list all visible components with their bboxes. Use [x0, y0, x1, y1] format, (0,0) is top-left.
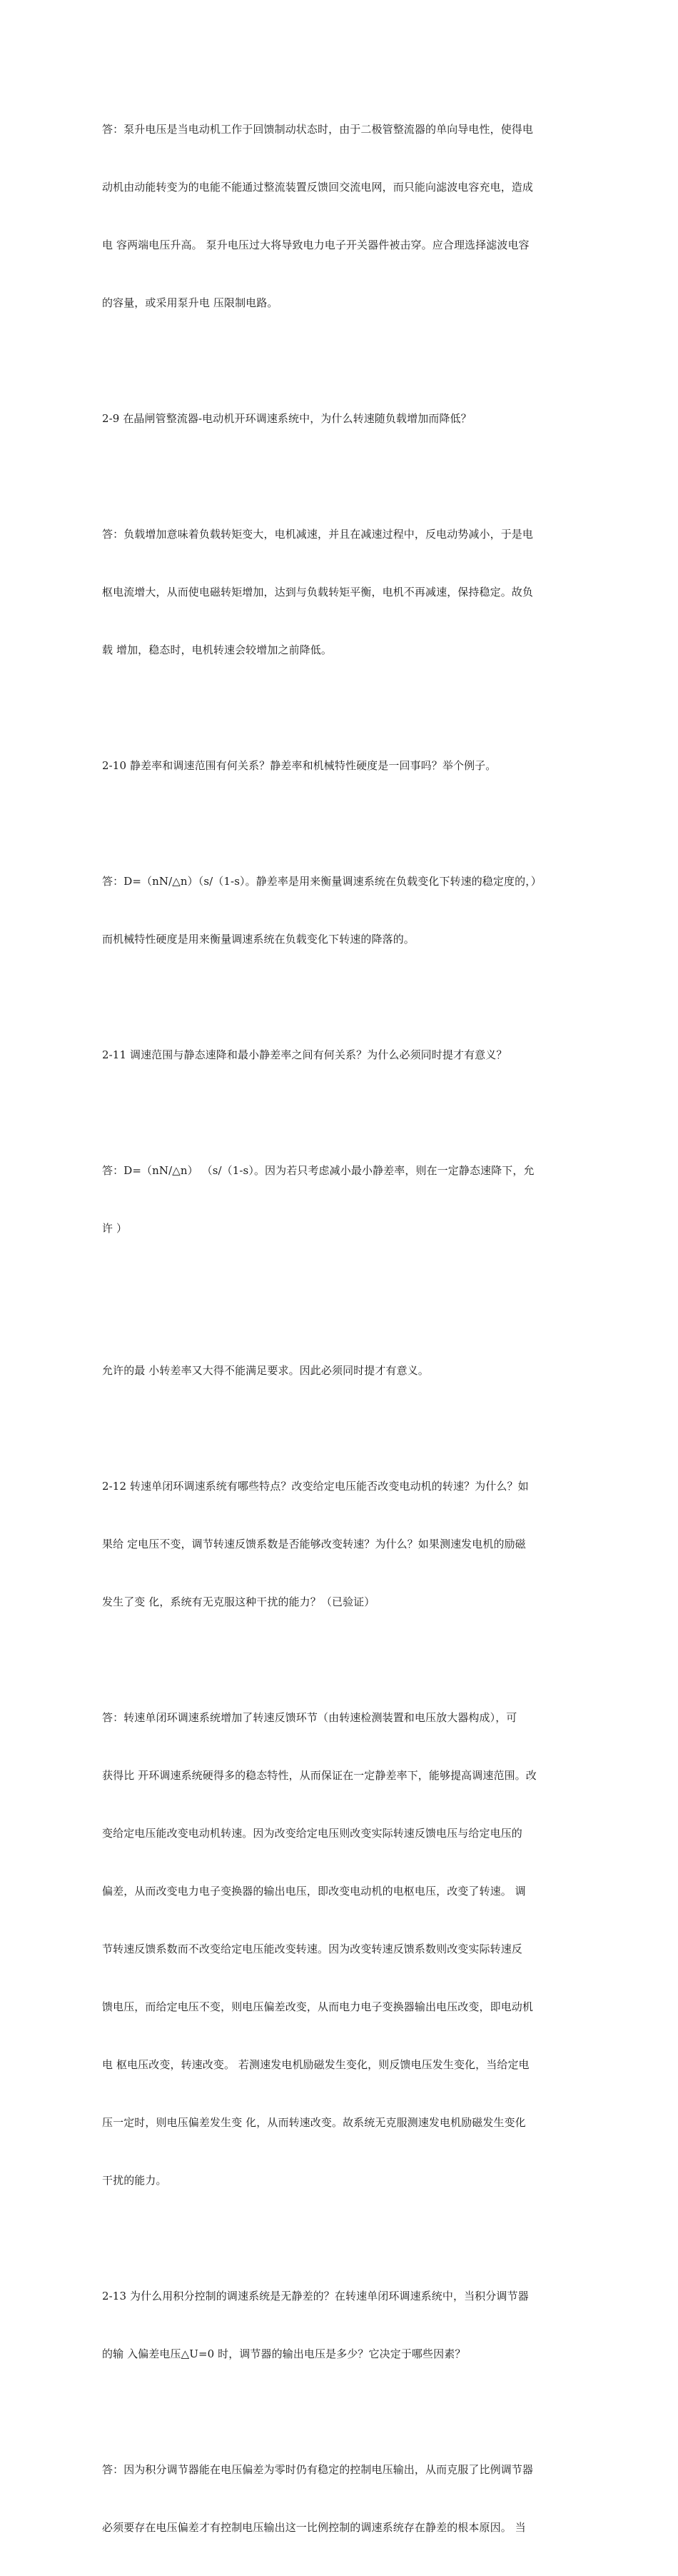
question-2-9 — [102, 371, 579, 467]
text-line: 允许的最 小转差率又大得不能满足要求。因此必须同时提才有意义。 — [102, 1364, 429, 1377]
text-line: 电 容两端电压升高。 泵升电压过大将导致电力电子开关器件被击穿。应合理选择滤波电容 — [102, 239, 530, 251]
text-line: 干扰的能力。 — [102, 2174, 167, 2187]
text-line: 发生了变 化，系统有无克服这种干扰的能力？（已验证） — [102, 1595, 375, 1608]
text-line: 载 增加，稳态时，电机转速会较增加之前降低。 — [102, 643, 332, 656]
text-line: 电 枢电压改变，转速改变。 若测速发电机励磁发生变化，则反馈电压发生变化，当给定电 — [102, 2058, 530, 2071]
question-2-12 — [102, 1438, 579, 1650]
answer-2-8 — [102, 81, 579, 351]
text-line: 的容量，或采用泵升电 压限制电路。 — [102, 296, 278, 309]
question-2-13 — [102, 2248, 579, 2402]
text-line: 枢电流增大，从而使电磁转矩增加，达到与负载转矩平衡，电机不再减速，保持稳定。故负 — [102, 586, 534, 598]
text-line: 的输 入偏差电压△U=0 时，调节器的输出电压是多少？它决定于哪些因素？ — [102, 2347, 466, 2360]
question-2-11 — [102, 1007, 579, 1103]
text-line: 获得比 开环调速系统硬得多的稳态特性，从而保证在一定静差率下，能够提高调速范围。改 — [102, 1769, 537, 1782]
text-line: 2-10 静差率和调速范围有何关系？静差率和机械特性硬度是一回事吗？举个例子。 — [102, 759, 497, 772]
text-line: 答：D=（nN/△n）（s/（1-s）。静差率是用来衡量调速系统在负载变化下转速的稳定度的，） — [102, 875, 542, 888]
answer-2-11-part2 — [102, 1323, 579, 1419]
answer-2-12 — [102, 1670, 579, 2229]
answer-2-13 — [102, 2422, 579, 2576]
answer-2-11-part1 — [102, 1123, 579, 1277]
text-line: 2-13 为什么用积分控制的调速系统是无静差的？在转速单闭环调速系统中，当积分调节器 — [102, 2290, 529, 2302]
text-line: 答：泵升电压是当电动机工作于回馈制动状态时，由于二极管整流器的单向导电性，使得电 — [102, 123, 534, 136]
text-line: 而机械特性硬度是用来衡量调速系统在负载变化下转速的降落的。 — [102, 933, 415, 946]
text-line: 2-9 在晶闸管整流器-电动机开环调速系统中，为什么转速随负载增加而降低？ — [102, 412, 472, 425]
text-line: 答：转速单闭环调速系统增加了转速反馈环节（由转速检测装置和电压放大器构成），可 — [102, 1711, 517, 1724]
text-line: 答：负载增加意味着负载转矩变大，电机减速，并且在减速过程中，反电动势减小，于是电 — [102, 528, 534, 541]
text-line: 偏差，从而改变电力电子变换器的输出电压，即改变电动机的电枢电压，改变了转速。 调 — [102, 1885, 526, 1898]
answer-2-9 — [102, 486, 579, 698]
text-line: 馈电压，而给定电压不变，则电压偏差改变，从而电力电子变换器输出电压改变，即电动机 — [102, 2000, 534, 2013]
text-line: 节转速反馈系数而不改变给定电压能改变转速。因为改变转速反馈系数则改变实际转速反 — [102, 1943, 522, 1955]
text-line: 许 ） — [102, 1222, 128, 1235]
document-page — [102, 81, 579, 2576]
answer-2-10 — [102, 833, 579, 988]
text-line: 果给 定电压不变，调节转速反馈系数是否能够改变转速？为什么？如果测速发电机的励磁 — [102, 1538, 526, 1550]
text-line: 答：D=（nN/△n） （s/（1-s）。因为若只考虑减小最小静差率，则在一定静态速降下，允 — [102, 1164, 535, 1177]
text-line: 答：因为积分调节器能在电压偏差为零时仍有稳定的控制电压输出，从而克服了比例调节器 — [102, 2463, 534, 2476]
text-line: 动机由动能转变为的电能不能通过整流装置反馈回交流电网，而只能向滤波电容充电，造成 — [102, 181, 534, 194]
text-line: 2-12 转速单闭环调速系统有哪些特点？改变给定电压能否改变电动机的转速？为什么？如 — [102, 1480, 529, 1493]
question-2-10 — [102, 718, 579, 814]
text-line: 变给定电压能改变电动机转速。因为改变给定电压则改变实际转速反馈电压与给定电压的 — [102, 1827, 522, 1840]
text-line: 必须要存在电压偏差才有控制电压输出这一比例控制的调速系统存在静差的根本原因。 当 — [102, 2521, 526, 2534]
text-line: 压一定时，则电压偏差发生变 化，从而转速改变。故系统无克服测速发电机励磁发生变化 — [102, 2116, 526, 2129]
text-line: 2-11 调速范围与静态速降和最小静差率之间有何关系？为什么必须同时提才有意义？ — [102, 1048, 507, 1061]
